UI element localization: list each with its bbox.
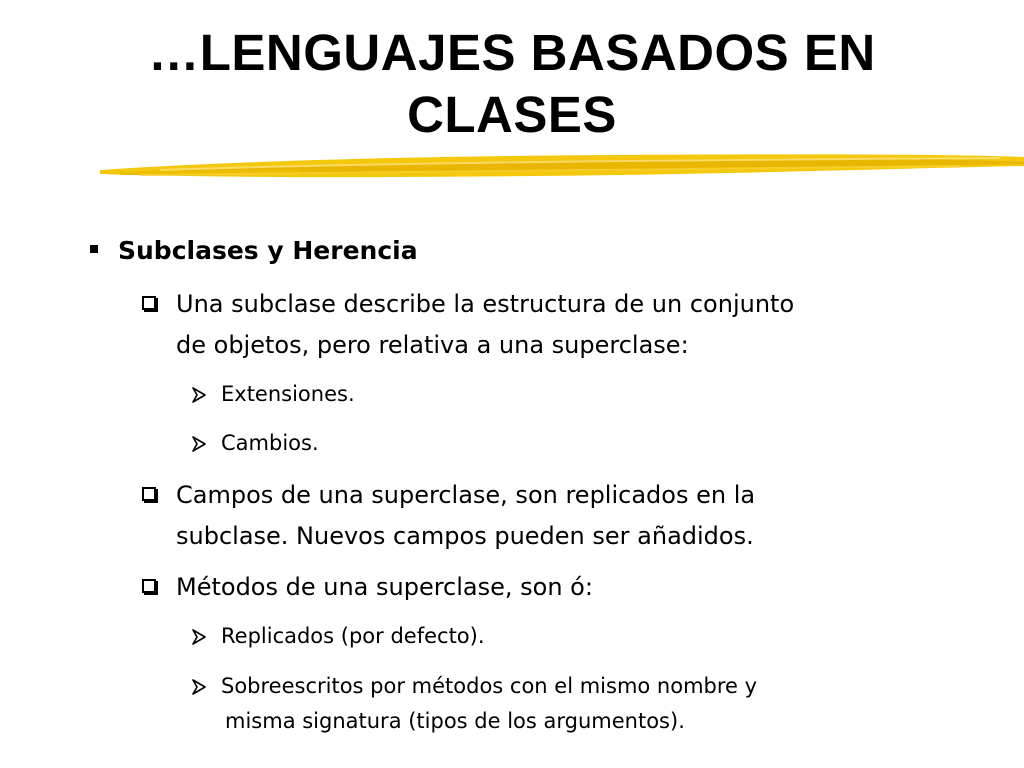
bullet-text: Extensiones. <box>221 382 355 406</box>
bullet-text: Replicados (por defecto). <box>221 624 485 648</box>
bullet-text: Subclases y Herencia <box>118 236 418 265</box>
bullet-text-line-2: subclase. Nuevos campos pueden ser añadidos. <box>176 522 754 550</box>
bullet-text: Cambios. <box>221 431 319 455</box>
bullet-text-line-1: Una subclase describe la estructura de un conjunto <box>176 290 795 318</box>
bullet-text-line-2: misma signatura (tipos de los argumentos). <box>225 709 685 733</box>
bullet-text-line-2: de objetos, pero relativa a una superclase: <box>176 331 689 359</box>
box-bullet-icon <box>142 579 156 593</box>
bullet-text-line-1: Sobreescritos por métodos con el mismo nombre y <box>221 674 758 698</box>
box-bullet-icon <box>142 296 156 310</box>
square-bullet-icon <box>90 245 98 253</box>
slide-title-line-1: …LENGUAJES BASADOS EN <box>148 24 876 81</box>
arrow-bullet-icon <box>192 629 206 645</box>
box-bullet-icon <box>142 487 156 501</box>
arrow-bullet-icon <box>192 387 206 403</box>
arrow-bullet-icon <box>192 679 206 695</box>
arrow-bullet-icon <box>192 436 206 452</box>
bullet-text-line-1: Campos de una superclase, son replicados en la <box>176 481 756 509</box>
slide-title-line-2: CLASES <box>407 86 617 143</box>
bullet-text: Métodos de una superclase, son ó: <box>176 573 593 601</box>
